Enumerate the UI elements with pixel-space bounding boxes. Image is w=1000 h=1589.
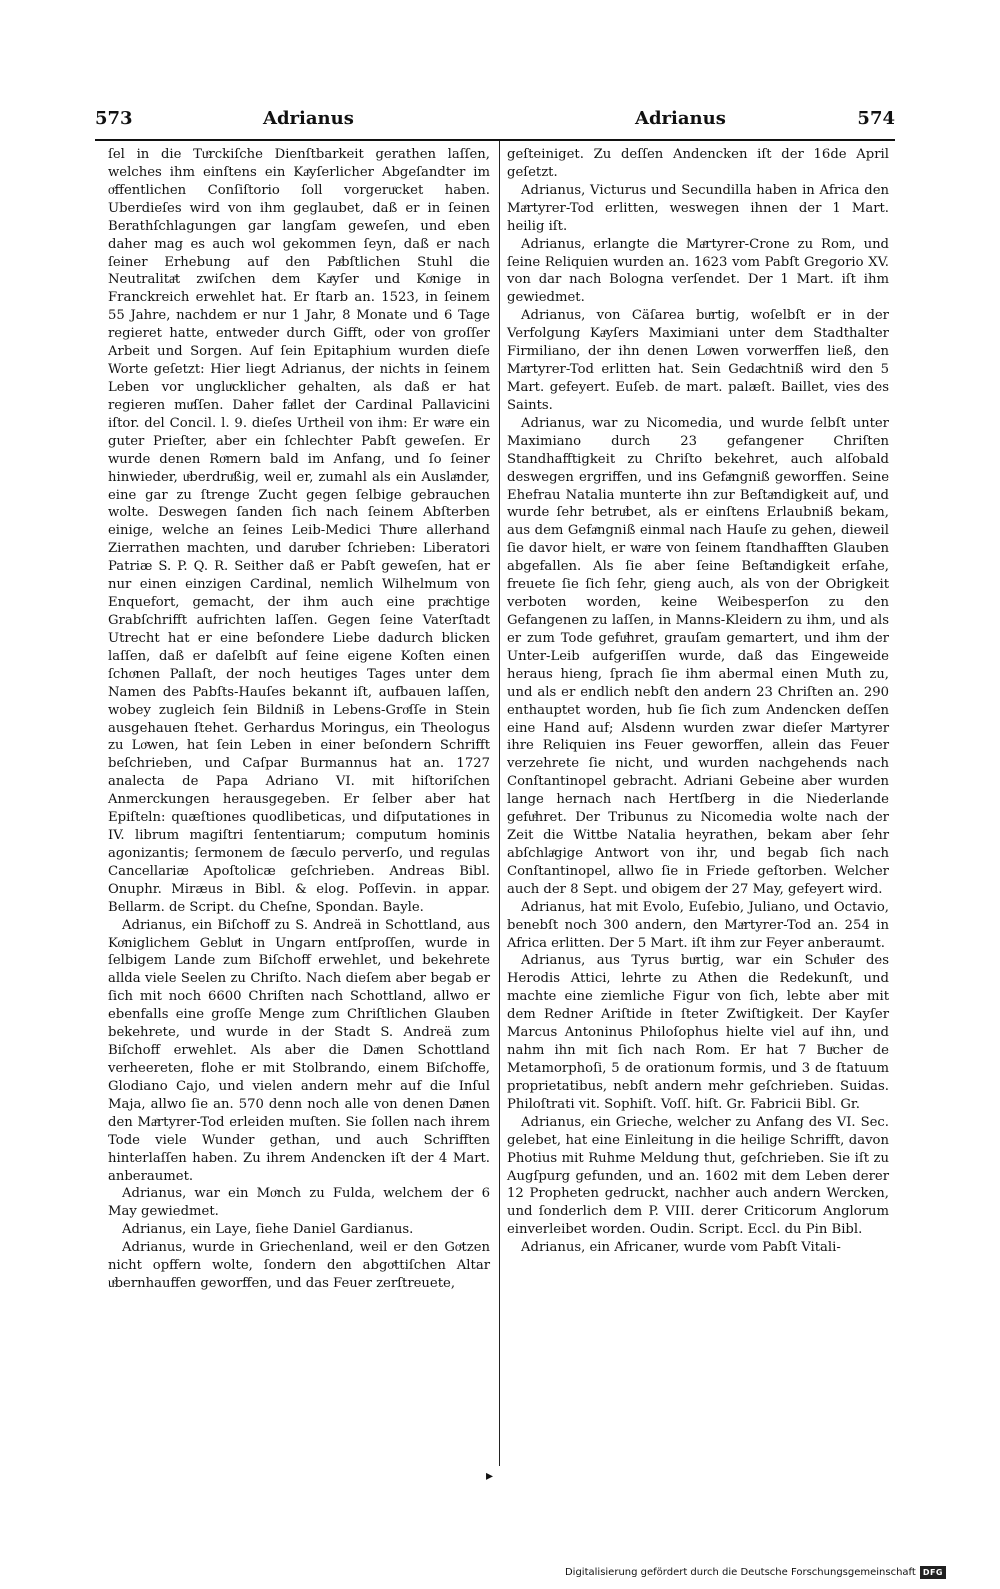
- entry-paragraph: Adrianus, von Cäſarea buͤrtig, woſelbſt er in der Verfolgung Kaͤyſers Maximiani unter dem Stadthalter Firmiliano, der ihn denen Loͤwen vorwerffen ließ, den Maͤrtyrer-Tod erlitten hat. Sein Gedaͤchtniß wird den 5 Mart. gefeyert. Euſeb. de mart. palæſt. Baillet, vies des Saints.: [507, 308, 889, 413]
- header-rule: [95, 139, 895, 141]
- entry-paragraph: Adrianus, aus Tyrus buͤrtig, war ein Schuͤler des Herodis Attici, lehrte zu Athen die Redekunſt, und machte eine ziemliche Figur von ſich, lebte aber mit dem Redner Ariſtide in ſteter Zwiſtigkeit. Der Kayſer Marcus Antoninus Philoſophus hielte viel auf ihn, und nahm ihn mit ſich nach Rom. Er hat 7 Buͤcher de Metamorphoſi, 5 de orationum formis, und 3 de ſtatuum proprietatibus, nebſt andern mehr geſchrieben. Suidas. Philoſtrati vit. Sophiſt. Voſſ. hiſt. Gr. Fabricii Bibl. Gr.: [507, 953, 889, 1112]
- page-number-right: 574: [857, 108, 895, 129]
- catchword-mark: ▸: [486, 1468, 494, 1484]
- running-title-left: Adrianus: [263, 108, 354, 129]
- page-header: [95, 108, 895, 142]
- dfg-logo: DFG: [920, 1566, 946, 1579]
- entry-paragraph: Adrianus, hat mit Evolo, Euſebio, Juliano, und Octavio, benebſt noch 300 andern, den Maͤrtyrer-Tod an. 254 in Africa erlitten. Der 5 Mart. iſt ihm zur Feyer anberaumt.: [507, 899, 889, 951]
- entry-paragraph: Adrianus, ein Africaner, wurde vom Pabſt Vitali-: [521, 1240, 841, 1256]
- entry-paragraph: Adrianus, war ein Moͤnch zu Fulda, welchem der 6 May gewiedmet.: [108, 1186, 490, 1220]
- entry-paragraph: Adrianus, ein Biſchoff zu S. Andreä in Schottland, aus Koͤniglichem Gebluͤt in Ungarn entſproſſen, wurde in ſelbigem Lande zum Biſchoff erwehlet, und bekehrete allda viele Seelen zu Chriſto. Nach dieſem aber begab er ſich mit noch 6600 Chriſten nach Schottland, allwo er ebenfalls eine groſſe Menge zum Chriſtlichen Glauben bekehrete, und wurde in der Stadt S. Andreä zum Biſchoff erwehlet. Als aber die Daͤnen Schottland verheereten, flohe er mit Stolbrando, einem Biſchoffe, Glodiano Cajo, und vielen andern mehr auf die Inſul Maja, allwo ſie an. 570 denn noch alle von denen Daͤnen den Maͤrtyrer-Tod erleiden muſten. Sie ſollen nach ihrem Tode viele Wunder gethan, und auch Schrifften hinterlaſſen haben. Zu ihrem Andencken iſt der 4 Mart. anberaumet.: [108, 917, 490, 1184]
- footer-text: Digitalisierung gefördert durch die Deutsche Forschungsgemeinschaft: [564, 1567, 916, 1578]
- page-number-left: 573: [95, 108, 133, 129]
- column-divider: [499, 141, 500, 1466]
- entry-paragraph: Adrianus, war zu Nicomedia, und wurde ſelbſt unter Maximiano durch 23 gefangener Chriſten Standhafftigkeit zu Chriſto bekehret, auch alſobald deswegen ergriffen, und ins Gefaͤngniß geworffen. Seine Ehefrau Natalia munterte ihn zur Beſtaͤndigkeit auf, und wurde ſehr betruͤbet, als er einſtens Erlaubniß bekam, aus dem Gefaͤngniß einmal nach Hauſe zu gehen, dieweil ſie davor hielt, er waͤre von ſeinem ſtandhafften Glauben abgefallen. Als ſie aber ſeine Beſtaͤndigkeit erſahe, freuete ſie ſich ſehr, gieng auch, als von der Obrigkeit verboten worden, keine Weibesperſon zu den Gefangenen zu laſſen, in Manns-Kleidern zu ihm, und als er zum Tode gefuͤhret, grauſam gemartert, und ihm der Unter-Leib aufgeriſſen wurde, daß das Eingeweide heraus hieng, ſprach ſie ihm abermal einen Muth zu, und als er endlich nebſt den andern 23 Chriſten an. 290 enthauptet worden, hub ſie ſich zum Andencken deſſen eine Hand auf; Alsdenn wurden zwar dieſer Maͤrtyrer ihre Reliquien ins Feuer geworffen, allein das Feuer verzehrete ſie nicht, und wurden nachgehends nach Conſtantinopel gebracht. Adriani Gebeine aber wurden lange hernach nach Hertſberg in die Niederlande gefuͤhret. Der Tribunus zu Nicomedia wolte nach der Zeit die Wittbe Natalia heyrathen, bekam aber ſehr abſchlaͤgige Antwort von ihr, und begab ſich nach Conſtantinopel, allwo ſie in Friede geſtorben. Welcher auch der 8 Sept. und obigem der 27 May, gefeyert wird.: [507, 415, 889, 897]
- running-title-right: Adrianus: [635, 108, 726, 129]
- left-column: [108, 146, 490, 1293]
- entry-paragraph: ſel in die Tuͤrckiſche Dienſtbarkeit gerathen laſſen, welches ihm einſtens ein Kaͤyſerlicher Abgeſandter im oͤffentlichen Conſiſtorio ſoll vorgeruͤcket haben. Uberdieſes wird von ihm geglaubet, daß er in ſeinen Berathſchlagungen gar langſam geweſen, und eben daher mag es auch wol gekommen ſeyn, daß er nach ſeiner Erhebung auf den Paͤbſtlichen Stuhl die Neutralitaͤt zwiſchen dem Kaͤyſer und Koͤnige in Franckreich erwehlet hat. Er ſtarb an. 1523, in ſeinem 55 Jahre, nachdem er nur 1 Jahr, 8 Monate und 6 Tage regieret hatte, entweder durch Gifft, oder von groſſer Arbeit und Sorgen. Auf ſein Epitaphium wurden dieſe Worte geſetzt: Hier liegt Adrianus, der nichts in ſeinem Leben vor ungluͤcklicher gehalten, als daß er hat regieren muͤſſen. Daher faͤllet der Cardinal Pallavicini iſtor. del Concil. l. 9. dieſes Urtheil von ihm: Er waͤre ein guter Prieſter, aber ein ſchlechter Pabſt geweſen. Er wurde denen Roͤmern bald im Anfang, und ſo ſeiner hinwieder, uͤberdruͤßig, weil er, zumahl als ein Auslaͤnder, eine gar zu ſtrenge Zucht gegen ſelbige gebrauchen wolte. Deswegen ſanden ſich nach ſeinem Abſterben einige, welche an ſeines Leib-Medici Thuͤre allerhand Zierrathen machten, und daruͤber ſchrieben: Liberatori Patriæ S. P. Q. R. Seither daß er Pabſt geweſen, hat er nur einen einzigen Cardinal, nemlich Wilhelmum von Enquefort, gemacht, der ihm auch eine praͤchtige Grabſchrifft aufrichten laſſen. Gegen ſeine Vaterſtadt Utrecht hat er eine beſondere Liebe dadurch blicken laſſen, daß er daſelbſt auf ſeine eigene Koſten einen ſchoͤnen Pallaſt, der noch heutiges Tages unter dem Namen des Pabſts-Hauſes bekannt iſt, aufbauen laſſen, wobey zugleich ſein Bildniß in Lebens-Groͤſſe in Stein ausgehauen ſtehet. Gerhardus Moringus, ein Theologus zu Loͤwen, hat ſein Leben in einer beſondern Schrifft beſchrieben, und Caſpar Burmannus hat an. 1727 analecta de Papa Adriano VI. mit hiſtoriſchen Anmerckungen herausgegeben. Er ſelber aber hat Epiſteln: quæſtiones quodlibeticas, und diſputationes in IV. librum magiſtri ſententiarum; computum hominis agonizantis; ſermonem de ſæculo perverſo, und regulas Cancellariæ Apoſtolicæ geſchrieben. Andreas Bibl. Onuphr. Miræus in Bibl. & elog. Poſſevin. in appar. Bellarm. de Script. du Cheſne, Spondan. Bayle.: [108, 147, 490, 915]
- entry-paragraph: Adrianus, Victurus und Secundilla haben in Africa den Maͤrtyrer-Tod erlitten, weswegen ihnen der 1 Mart. heilig iſt.: [507, 182, 889, 234]
- entry-paragraph: Adrianus, ein Grieche, welcher zu Anfang des VI. Sec. gelebet, hat eine Einleitung in die heilige Schrifft, davon Photius mit Ruhme Meldung thut, geſchrieben. Sie iſt zu Augſpurg gefunden, und an. 1602 mit dem Leben derer 12 Propheten gedruckt, nachher auch andern Wercken, und ſonderlich dem P. VIII. derer Criticorum Anglorum einverleibet worden. Oudin. Script. Eccl. du Pin Bibl.: [507, 1114, 889, 1238]
- footer-credit: [565, 1566, 946, 1579]
- entry-paragraph: Adrianus, wurde in Griechenland, weil er den Goͤtzen nicht opffern wolte, ſondern den abgoͤttiſchen Altar uͤbernhauffen geworffen, und das Feuer zerſtreuete,: [108, 1240, 490, 1292]
- right-column: [507, 146, 889, 1257]
- entry-paragraph: Adrianus, ein Laye, ſiehe Daniel Gardianus.: [122, 1222, 414, 1238]
- entry-paragraph: geſteiniget. Zu deſſen Andencken iſt der 16de April geſetzt.: [507, 147, 889, 180]
- entry-paragraph: Adrianus, erlangte die Maͤrtyrer-Crone zu Rom, und ſeine Reliquien wurden an. 1623 vom Pabſt Gregorio XV. von dar nach Bologna verſendet. Der 1 Mart. iſt ihm gewiedmet.: [507, 236, 889, 306]
